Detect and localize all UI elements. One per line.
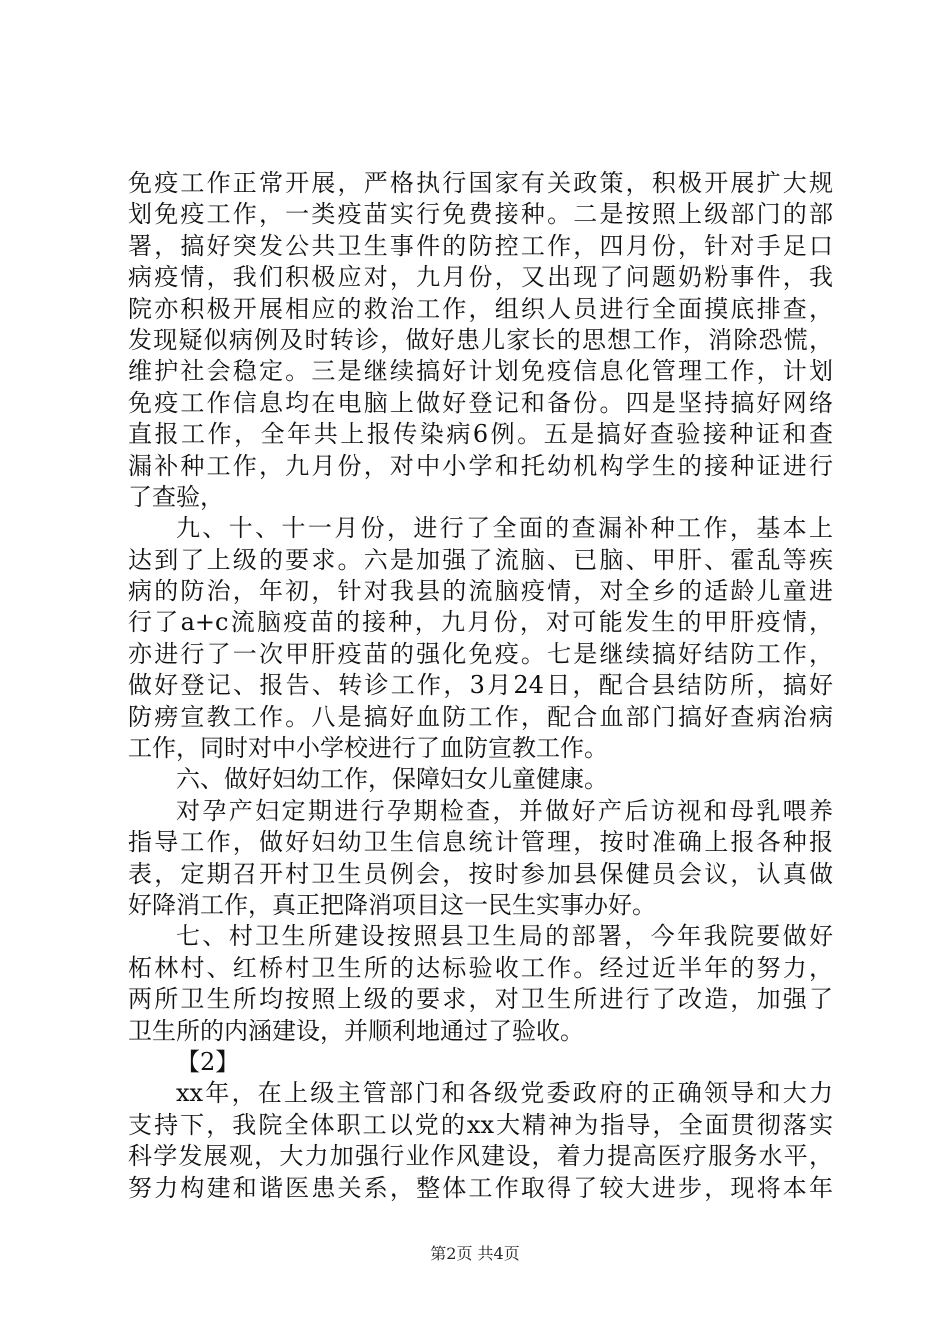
text-line: 支持下，我院全体职工以党的xx大精神为指导，全面贯彻落实	[128, 1110, 833, 1139]
text-line: 了查验，	[128, 482, 224, 511]
text-line: 免疫工作正常开展，严格执行国家有关政策，积极开展扩大规	[128, 169, 833, 197]
text-line: 署，搞好突发公共卫生事件的防控工作，四月份，针对手足口	[128, 231, 833, 260]
text-line: 做好登记、报告、转诊工作，3月24日，配合县结防所，搞好	[128, 671, 833, 700]
text-line: 防痨宣教工作。八是搞好血防工作，配合血部门搞好查病治病	[128, 702, 833, 731]
text-line: 院亦积极开展相应的救治工作，组织人员进行全面摸底排查，	[128, 294, 833, 323]
text-line: 行了a+c流脑疫苗的接种，九月份，对可能发生的甲肝疫情，	[128, 608, 833, 637]
page-footer: 第2页 共4页	[430, 1244, 520, 1263]
text-line: 划免疫工作，一类疫苗实行免费接种。二是按照上级部门的部	[128, 200, 833, 229]
text-line: 表，定期召开村卫生员例会，按时参加县保健员会议，认真做	[128, 859, 833, 888]
text-line: 免疫工作信息均在电脑上做好登记和备份。四是坚持搞好网络	[128, 388, 833, 417]
text-line: 病的防治，年初，针对我县的流脑疫情，对全乡的适龄儿童进	[128, 577, 833, 606]
text-line: 工作，同时对中小学校进行了血防宣教工作。	[128, 734, 608, 763]
text-line: 六、做好妇幼工作，保障妇女儿童健康。	[176, 765, 608, 794]
text-line: 对孕产妇定期进行孕期检查，并做好产后访视和母乳喂养	[176, 796, 833, 825]
text-line: 卫生所的内涵建设，并顺利地通过了验收。	[128, 1016, 584, 1045]
text-line: xx年，在上级主管部门和各级党委政府的正确领导和大力	[176, 1079, 833, 1108]
text-line: 维护社会稳定。三是继续搞好计划免疫信息化管理工作，计划	[128, 357, 833, 386]
text-line: 达到了上级的要求。六是加强了流脑、已脑、甲肝、霍乱等疾	[128, 545, 833, 574]
text-line: 努力构建和谐医患关系，整体工作取得了较大进步，现将本年	[128, 1173, 833, 1202]
text-line: 科学发展观，大力加强行业作风建设，着力提高医疗服务水平，	[128, 1142, 833, 1171]
text-line: 发现疑似病例及时转诊，做好患儿家长的思想工作，消除恐慌，	[128, 325, 833, 354]
text-line: 好降消工作，真正把降消项目这一民生实事办好。	[128, 890, 656, 919]
text-line: 七、村卫生所建设按照县卫生局的部署，今年我院要做好	[176, 922, 833, 951]
text-line: 直报工作，全年共上报传染病6例。五是搞好查验接种证和查	[128, 420, 833, 449]
text-line: 【2】	[176, 1047, 240, 1076]
document-body	[128, 168, 833, 1204]
text-line: 亦进行了一次甲肝疫苗的强化免疫。七是继续搞好结防工作，	[128, 639, 833, 668]
text-line: 指导工作，做好妇幼卫生信息统计管理，按时准确上报各种报	[128, 828, 833, 857]
text-line: 两所卫生所均按照上级的要求，对卫生所进行了改造，加强了	[128, 985, 833, 1014]
text-line: 九、十、十一月份，进行了全面的查漏补种工作，基本上	[176, 514, 833, 543]
text-line: 漏补种工作，九月份，对中小学和托幼机构学生的接种证进行	[128, 451, 833, 480]
text-line: 柘林村、红桥村卫生所的达标验收工作。经过近半年的努力，	[128, 953, 833, 982]
text-line: 病疫情，我们积极应对，九月份，又出现了问题奶粉事件，我	[128, 263, 833, 292]
